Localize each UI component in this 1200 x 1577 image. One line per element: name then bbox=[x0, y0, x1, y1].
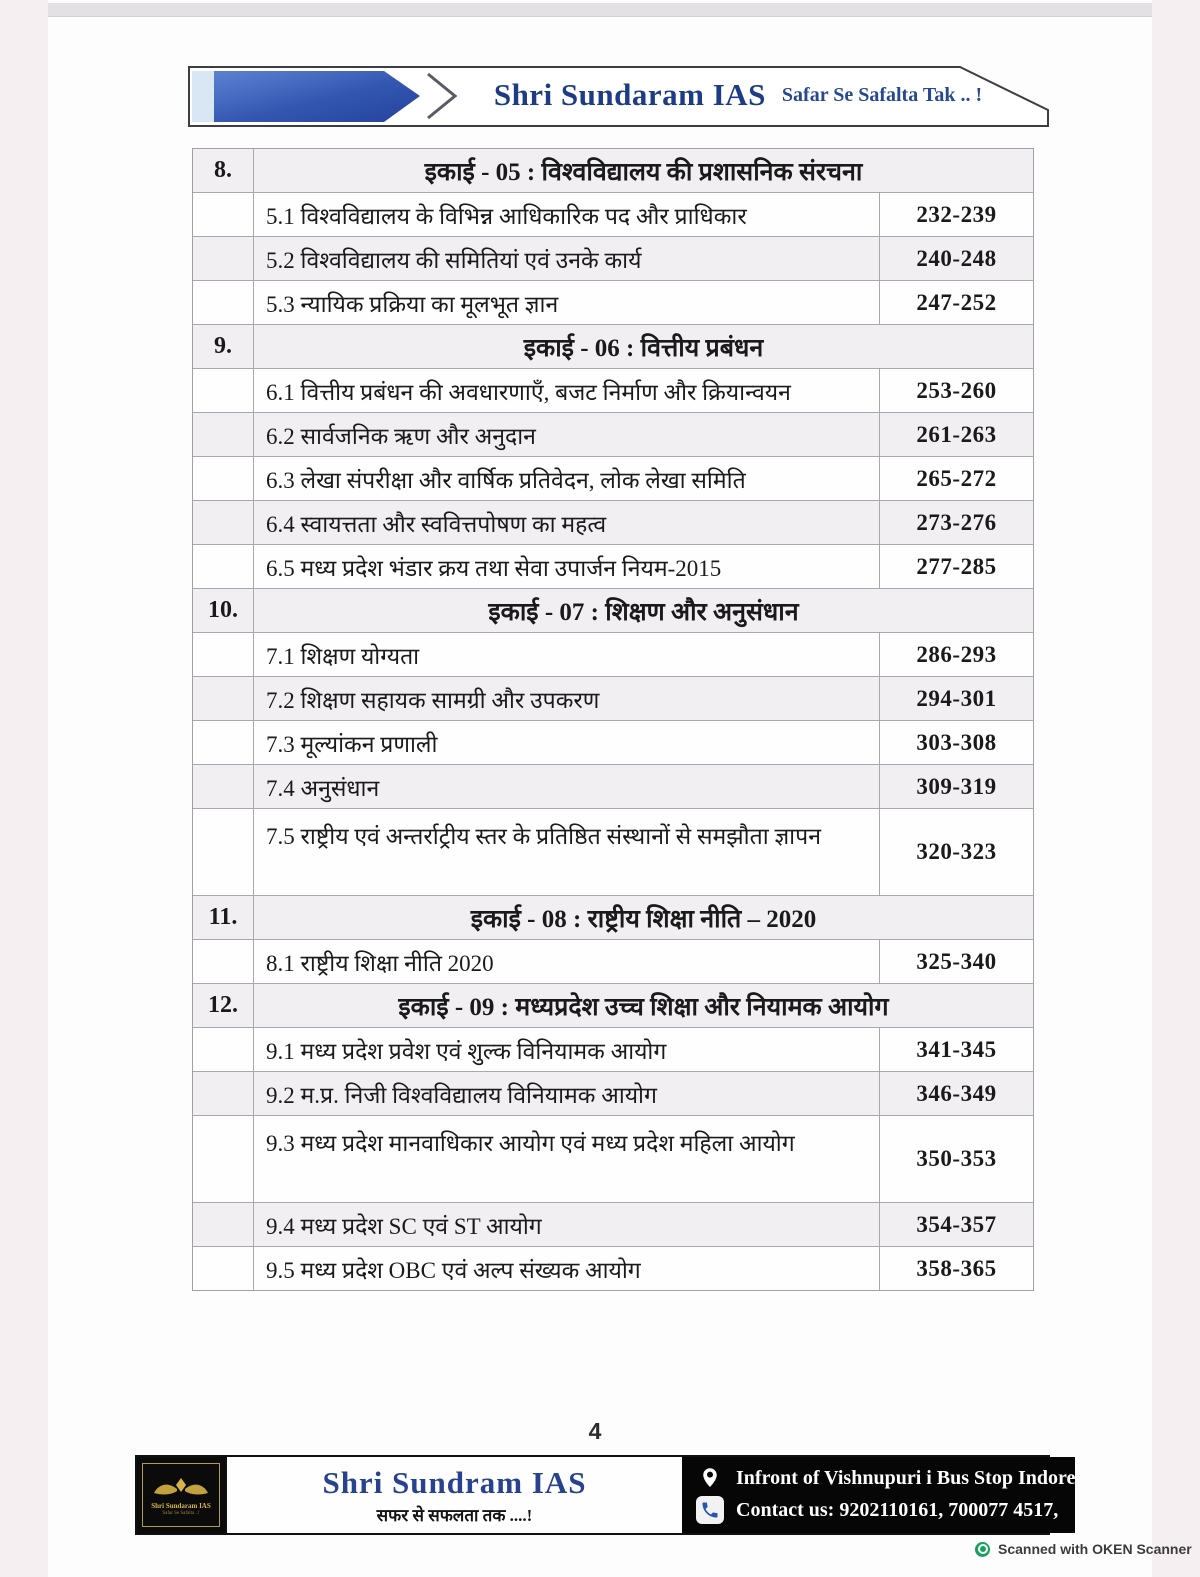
section-title: इकाई - 05 : विश्वविद्यालय की प्रशासनिक संरचना bbox=[424, 158, 863, 186]
toc-section-row bbox=[193, 589, 1033, 633]
toc-item-row bbox=[193, 501, 1033, 545]
item-label: 5.2 विश्वविद्यालय की समितियां एवं उनके कार्य bbox=[254, 237, 880, 280]
location-pin-icon bbox=[696, 1466, 724, 1490]
item-label: 9.1 मध्य प्रदेश प्रवेश एवं शुल्क विनियामक आयोग bbox=[254, 1028, 880, 1071]
toc-item-row bbox=[193, 369, 1033, 413]
item-pages: 309-319 bbox=[916, 773, 997, 799]
footer-logo-name: Shri Sundaram IAS bbox=[151, 1501, 211, 1510]
item-number-cell bbox=[193, 1247, 254, 1290]
item-pages: 247-252 bbox=[916, 289, 997, 315]
banner-brand: Shri Sundaram IAS bbox=[493, 77, 766, 112]
toc-item-row bbox=[193, 721, 1033, 765]
section-title: इकाई - 07 : शिक्षण और अनुसंधान bbox=[488, 598, 799, 626]
toc-item-row bbox=[193, 237, 1033, 281]
phone-icon bbox=[696, 1496, 724, 1524]
item-pages: 354-357 bbox=[916, 1211, 997, 1237]
item-label: 7.1 शिक्षण योग्यता bbox=[254, 633, 880, 676]
item-label: 5.3 न्यायिक प्रक्रिया का मूलभूत ज्ञान bbox=[254, 281, 880, 324]
item-pages: 325-340 bbox=[916, 948, 997, 974]
item-number-cell bbox=[193, 237, 254, 280]
item-pages: 346-349 bbox=[916, 1080, 997, 1106]
item-pages: 240-248 bbox=[916, 245, 997, 271]
item-number-cell bbox=[193, 1072, 254, 1115]
item-number-cell bbox=[193, 457, 254, 500]
item-number-cell bbox=[193, 193, 254, 236]
item-pages: 294-301 bbox=[916, 685, 997, 711]
toc-item-row bbox=[193, 633, 1033, 677]
item-pages: 277-285 bbox=[916, 553, 997, 579]
item-pages: 232-239 bbox=[916, 201, 997, 227]
item-label: 7.3 मूल्यांकन प्रणाली bbox=[254, 721, 880, 764]
item-number-cell bbox=[193, 369, 254, 412]
item-number-cell bbox=[193, 413, 254, 456]
section-number: 12. bbox=[193, 984, 254, 1027]
item-pages: 320-323 bbox=[916, 839, 997, 864]
toc-item-row bbox=[193, 457, 1033, 501]
item-label: 6.5 मध्य प्रदेश भंडार क्रय तथा सेवा उपार्जन नियम-2015 bbox=[254, 545, 880, 588]
toc-item-row bbox=[193, 545, 1033, 589]
toc-item-row bbox=[193, 1072, 1033, 1116]
item-label: 7.5 राष्ट्रीय एवं अन्तर्राट्रीय स्तर के प्रतिष्ठित संस्थानों से समझौता ज्ञापन bbox=[254, 809, 880, 895]
toc-item-row bbox=[193, 281, 1033, 325]
banner-tagline: Safar Se Safalta Tak .. ! bbox=[781, 83, 983, 106]
item-number-cell bbox=[193, 1116, 254, 1202]
section-title: इकाई - 08 : राष्ट्रीय शिक्षा नीति – 2020 bbox=[470, 905, 817, 933]
item-label: 6.3 लेखा संपरीक्षा और वार्षिक प्रतिवेदन, लोक लेखा समिति bbox=[254, 457, 880, 500]
item-pages: 341-345 bbox=[916, 1036, 997, 1062]
item-number-cell bbox=[193, 721, 254, 764]
item-pages: 350-353 bbox=[916, 1146, 997, 1171]
toc-item-row bbox=[193, 765, 1033, 809]
footer-contact-line bbox=[696, 1496, 1075, 1524]
toc-section-row bbox=[193, 149, 1033, 193]
toc-item-row bbox=[193, 1028, 1033, 1072]
item-number-cell bbox=[193, 545, 254, 588]
footer-logo-sub: Safar Se Safalta ..! bbox=[162, 1510, 200, 1516]
footer-address-line bbox=[696, 1466, 1075, 1490]
item-number-cell bbox=[193, 809, 254, 895]
header-banner bbox=[188, 66, 1050, 128]
toc-item-row bbox=[193, 677, 1033, 721]
scan-margin-left bbox=[0, 0, 48, 1577]
footer-logo bbox=[137, 1457, 227, 1533]
item-label: 5.1 विश्वविद्यालय के विभिन्न आधिकारिक पद और प्राधिकार bbox=[254, 193, 880, 236]
footer-brand-block bbox=[227, 1457, 682, 1533]
item-pages: 253-260 bbox=[916, 377, 997, 403]
item-label: 7.2 शिक्षण सहायक सामग्री और उपकरण bbox=[254, 677, 880, 720]
item-label: 8.1 राष्ट्रीय शिक्षा नीति 2020 bbox=[254, 940, 880, 983]
item-label: 9.3 मध्य प्रदेश मानवाधिकार आयोग एवं मध्य प्रदेश महिला आयोग bbox=[254, 1116, 880, 1202]
toc-item-row bbox=[193, 193, 1033, 237]
item-pages: 286-293 bbox=[916, 641, 997, 667]
item-pages: 303-308 bbox=[916, 729, 997, 755]
footer-tagline: सफर से सफलता तक ....! bbox=[376, 1505, 533, 1525]
item-number-cell bbox=[193, 281, 254, 324]
item-label: 6.4 स्वायत्तता और स्ववित्तपोषण का महत्व bbox=[254, 501, 880, 544]
footer-brand: Shri Sundram IAS bbox=[322, 1464, 587, 1500]
item-label: 7.4 अनुसंधान bbox=[254, 765, 880, 808]
footer-logo-inner bbox=[142, 1463, 220, 1527]
item-label: 6.2 सार्वजनिक ऋण और अनुदान bbox=[254, 413, 880, 456]
scan-top-band bbox=[48, 3, 1152, 17]
toc-section-row bbox=[193, 325, 1033, 369]
section-number: 11. bbox=[193, 896, 254, 939]
item-pages: 358-365 bbox=[916, 1255, 997, 1281]
scanner-note bbox=[975, 1541, 1192, 1557]
toc-table bbox=[192, 148, 1034, 1291]
toc-item-row bbox=[193, 1116, 1033, 1203]
page-number: 4 bbox=[588, 1418, 602, 1444]
item-pages: 273-276 bbox=[916, 509, 997, 535]
scanner-note-text: Scanned with OKEN Scanner bbox=[998, 1541, 1192, 1557]
item-number-cell bbox=[193, 501, 254, 544]
toc-section-row bbox=[193, 984, 1033, 1028]
item-label: 6.1 वित्तीय प्रबंधन की अवधारणाएँ, बजट निर्माण और क्रियान्वयन bbox=[254, 369, 880, 412]
scan-margin-right bbox=[1152, 0, 1200, 1577]
section-title: इकाई - 06 : वित्तीय प्रबंधन bbox=[523, 334, 764, 362]
item-number-cell bbox=[193, 677, 254, 720]
item-label: 9.2 म.प्र. निजी विश्वविद्यालय विनियामक आयोग bbox=[254, 1072, 880, 1115]
item-pages: 261-263 bbox=[916, 421, 997, 447]
toc-item-row bbox=[193, 809, 1033, 896]
section-number: 8. bbox=[193, 149, 254, 192]
banner-text bbox=[443, 66, 1033, 124]
toc-item-row bbox=[193, 940, 1033, 984]
section-number: 10. bbox=[193, 589, 254, 632]
toc-section-row bbox=[193, 896, 1033, 940]
toc-item-row bbox=[193, 413, 1033, 457]
footer-bar bbox=[135, 1455, 1076, 1535]
toc-item-row bbox=[193, 1247, 1033, 1290]
item-number-cell bbox=[193, 765, 254, 808]
footer-contact: Contact us: 9202110161, 700077 4517, bbox=[736, 1498, 1059, 1521]
section-number: 9. bbox=[193, 325, 254, 368]
item-pages: 265-272 bbox=[916, 465, 997, 491]
item-number-cell bbox=[193, 940, 254, 983]
item-number-cell bbox=[193, 1028, 254, 1071]
section-title: इकाई - 09 : मध्यप्रदेश उच्च शिक्षा और नियामक आयोग bbox=[398, 993, 889, 1021]
footer-address: Infront of Vishnupuri i Bus Stop Indore bbox=[736, 1466, 1076, 1489]
toc-item-row bbox=[193, 1203, 1033, 1247]
item-label: 9.4 मध्य प्रदेश SC एवं ST आयोग bbox=[254, 1203, 880, 1246]
wings-emblem-icon bbox=[151, 1475, 211, 1501]
item-number-cell bbox=[193, 1203, 254, 1246]
footer-contact-block bbox=[682, 1457, 1075, 1533]
item-number-cell bbox=[193, 633, 254, 676]
item-label: 9.5 मध्य प्रदेश OBC एवं अल्प संख्यक आयोग bbox=[254, 1247, 880, 1290]
oken-scanner-icon bbox=[975, 1542, 990, 1557]
